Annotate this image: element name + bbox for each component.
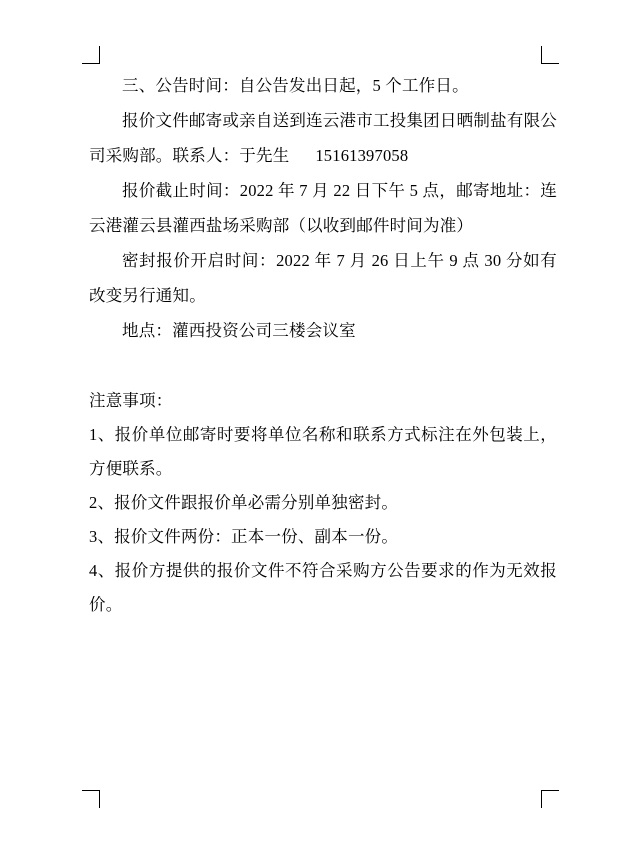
paragraph-opening-time: 密封报价开启时间：2022 年 7 月 26 日上午 9 点 30 分如有改变另行通知。 xyxy=(89,251,557,305)
note-item-2: 2、报价文件跟报价单必需分别单独密封。 xyxy=(89,493,399,512)
crop-mark-bottom-right xyxy=(541,790,559,808)
note-item-3: 3、报价文件两份：正本一份、副本一份。 xyxy=(89,527,399,546)
section-heading: 三、公告时间：自公告发出日起，5 个工作日。 xyxy=(122,76,469,95)
document-body xyxy=(89,68,557,622)
notes-block xyxy=(89,384,557,622)
paragraph-delivery: 报价文件邮寄或亲自送到连云港市工投集团日晒制盐有限公司采购部。联系人：于先生 15161397058 xyxy=(89,111,557,165)
paragraph-deadline: 报价截止时间：2022 年 7 月 22 日下午 5 点，邮寄地址：连云港灌云县灌西盐场采购部（以收到邮件时间为准） xyxy=(89,181,557,235)
notes-title: 注意事项： xyxy=(89,391,173,410)
section-spacer xyxy=(89,348,557,384)
crop-mark-top-left xyxy=(82,46,100,64)
crop-mark-top-right xyxy=(541,46,559,64)
note-item-4: 4、报价方提供的报价文件不符合采购方公告要求的作为无效报价。 xyxy=(89,561,557,614)
crop-mark-bottom-left xyxy=(82,790,100,808)
note-item-1: 1、报价单位邮寄时要将单位名称和联系方式标注在外包装上，方便联系。 xyxy=(89,425,557,478)
paragraph-location: 地点：灌西投资公司三楼会议室 xyxy=(122,321,356,340)
